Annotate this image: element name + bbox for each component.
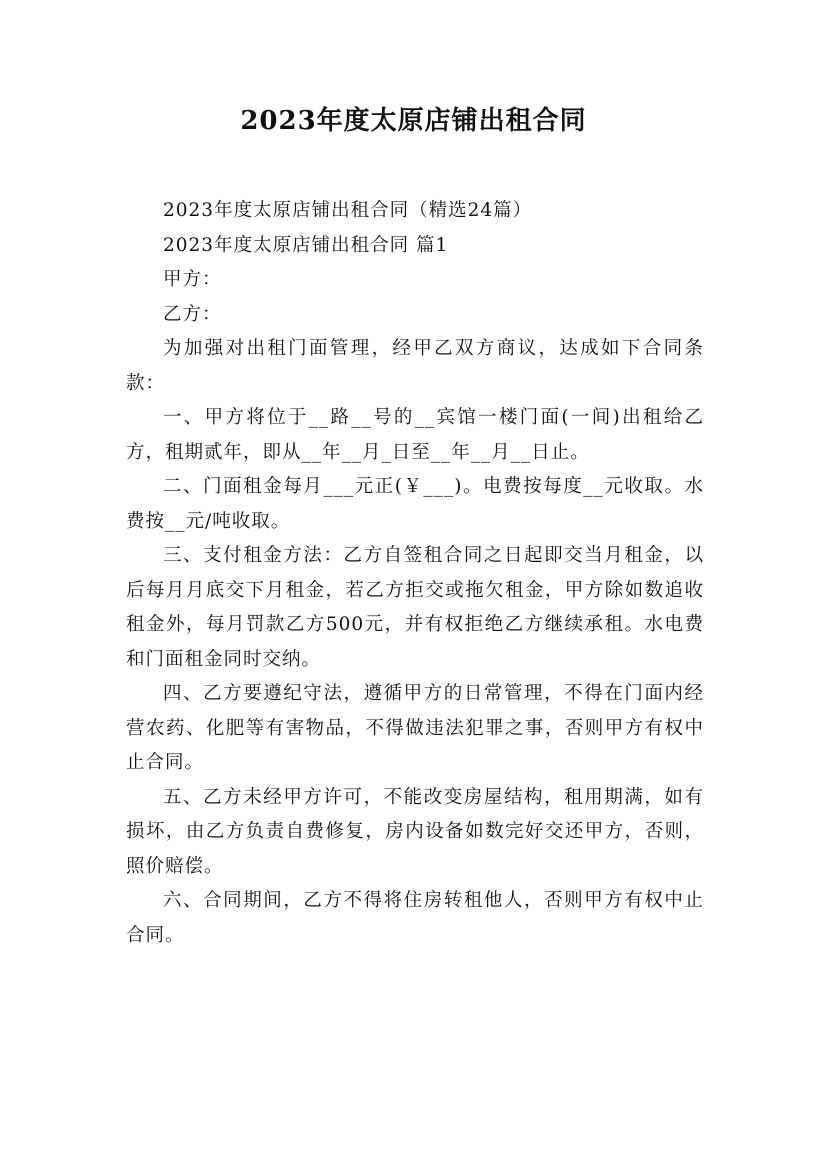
paragraph-clause-6: 六、合同期间，乙方不得将住房转租他人，否则甲方有权中止合同。 — [126, 890, 704, 946]
paragraph-clause-3: 三、支付租金方法：乙方自签租合同之日起即交当月租金，以后每月月底交下月租金，若乙方拒交或拖欠租金，甲方除如数追收租金外，每月罚款乙方500元，并有权拒绝乙方继续承租。水电费和门面租金同时交纳。 — [126, 545, 704, 670]
document-title: 2023年度太原店铺出租合同 — [240, 106, 587, 136]
paragraph-clause-1: 一、甲方将位于__路__号的__宾馆一楼门面(一间)出租给乙方，租期贰年，即从__年__月_日至__年__月__日止。 — [126, 407, 704, 463]
paragraph-clause-2: 二、门面租金每月___元正(￥___)。电费按每度__元收取。水费按__元/吨收取。 — [126, 476, 704, 532]
paragraph-section-heading: 2023年度太原店铺出租合同 篇1 — [163, 234, 449, 256]
paragraph-intro: 为加强对出租门面管理，经甲乙双方商议，达成如下合同条款： — [126, 338, 704, 394]
paragraph-subtitle: 2023年度太原店铺出租合同（精选24篇） — [163, 200, 533, 221]
paragraph-party-a: 甲方： — [163, 269, 222, 290]
paragraph-party-b: 乙方： — [163, 303, 222, 325]
document-body — [126, 194, 704, 953]
paragraph-clause-5: 五、乙方未经甲方许可，不能改变房屋结构，租用期满，如有损坏，由乙方负责自费修复，房内设备如数完好交还甲方，否则，照价赔偿。 — [126, 786, 704, 877]
paragraph-clause-4: 四、乙方要遵纪守法，遵循甲方的日常管理，不得在门面内经营农药、化肥等有害物品，不得做违法犯罪之事，否则甲方有权中止合同。 — [126, 683, 704, 773]
